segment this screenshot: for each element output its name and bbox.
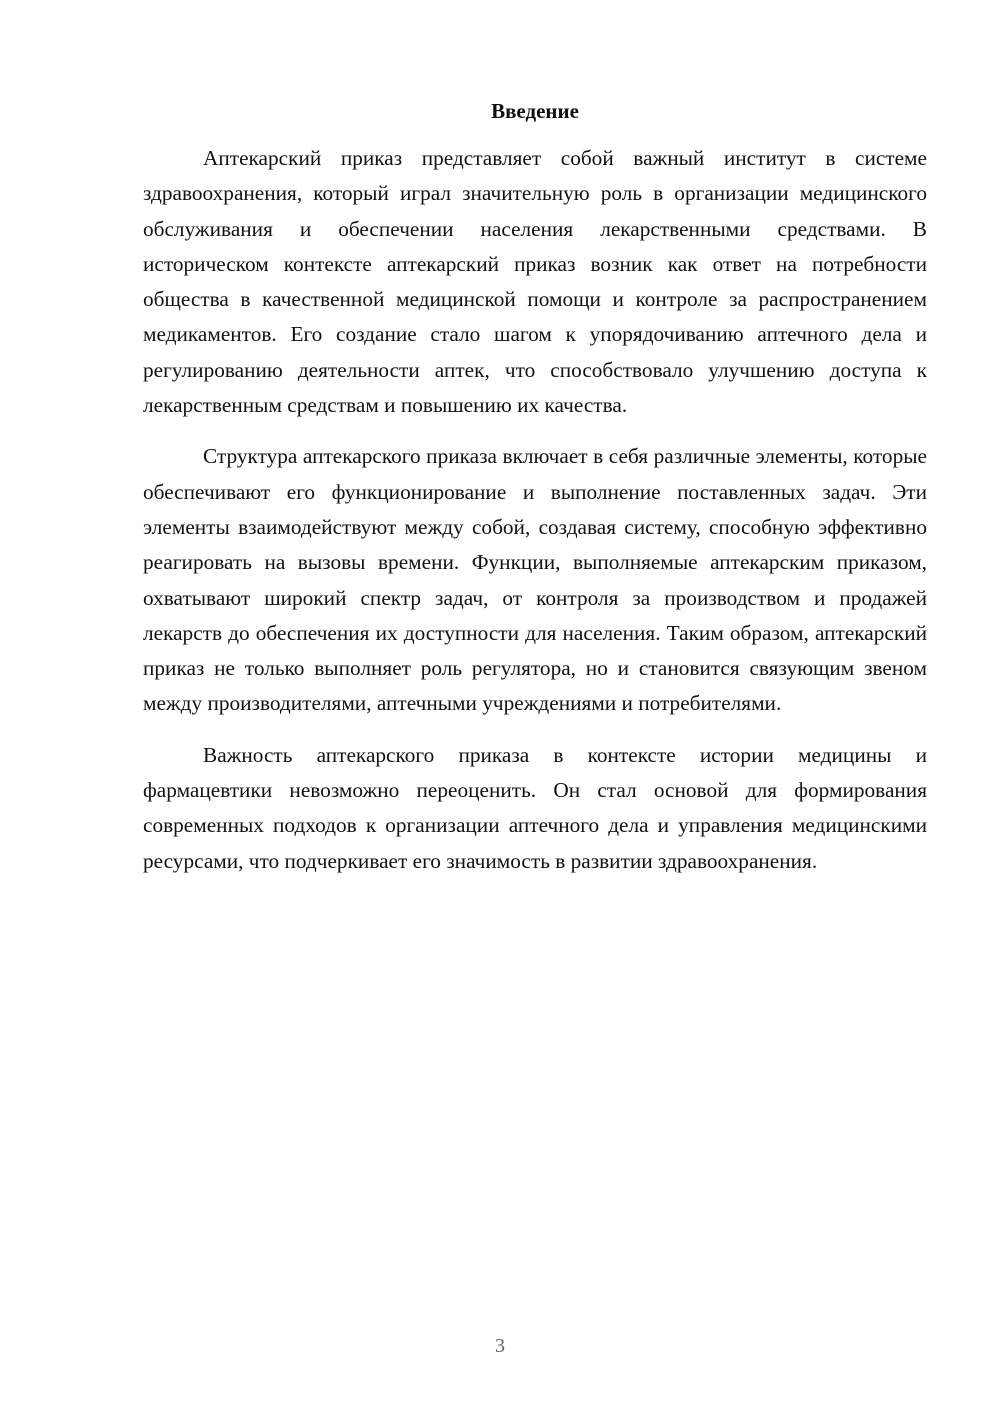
section-heading: Введение (491, 99, 579, 123)
page-number: 3 (495, 1335, 505, 1357)
paragraph-2: Структура аптекарского приказа включает в себя различные элементы, которые обеспечивают его функционирование и выполнение поставленных задач. Эти элементы взаимодействуют между собой, создавая систему, способную эффективно реагировать на вызовы времени. Функции, выполняемые аптекарским приказом, охватывают широкий спектр задач, от контроля за производством и продажей лекарств до обеспечения их доступности для населения. Таким образом, аптекарский приказ не только выполняет роль регулятора, но и становится связующим звеном между производителями, аптечными учреждениями и потребителями. (143, 444, 927, 716)
paragraph-1: Аптекарский приказ представляет собой важный институт в системе здравоохранения, который играл значительную роль в организации медицинского обслуживания и обеспечении населения лекарственными средствами. В историческом контексте аптекарский приказ возник как ответ на потребности общества в качественной медицинской помощи и контроле за распространением медикаментов. Его создание стало шагом к упорядочиванию аптечного дела и регулированию деятельности аптек, что способствовало улучшению доступа к лекарственным средствам и повышению их качества. (143, 146, 927, 418)
paragraph-3: Важность аптекарского приказа в контексте истории медицины и фармацевтики невозможно переоценить. Он стал основой для формирования современных подходов к организации аптечного дела и управления медицинскими ресурсами, что подчеркивает его значимость в развитии здравоохранения. (143, 742, 927, 873)
body-text (143, 141, 927, 895)
